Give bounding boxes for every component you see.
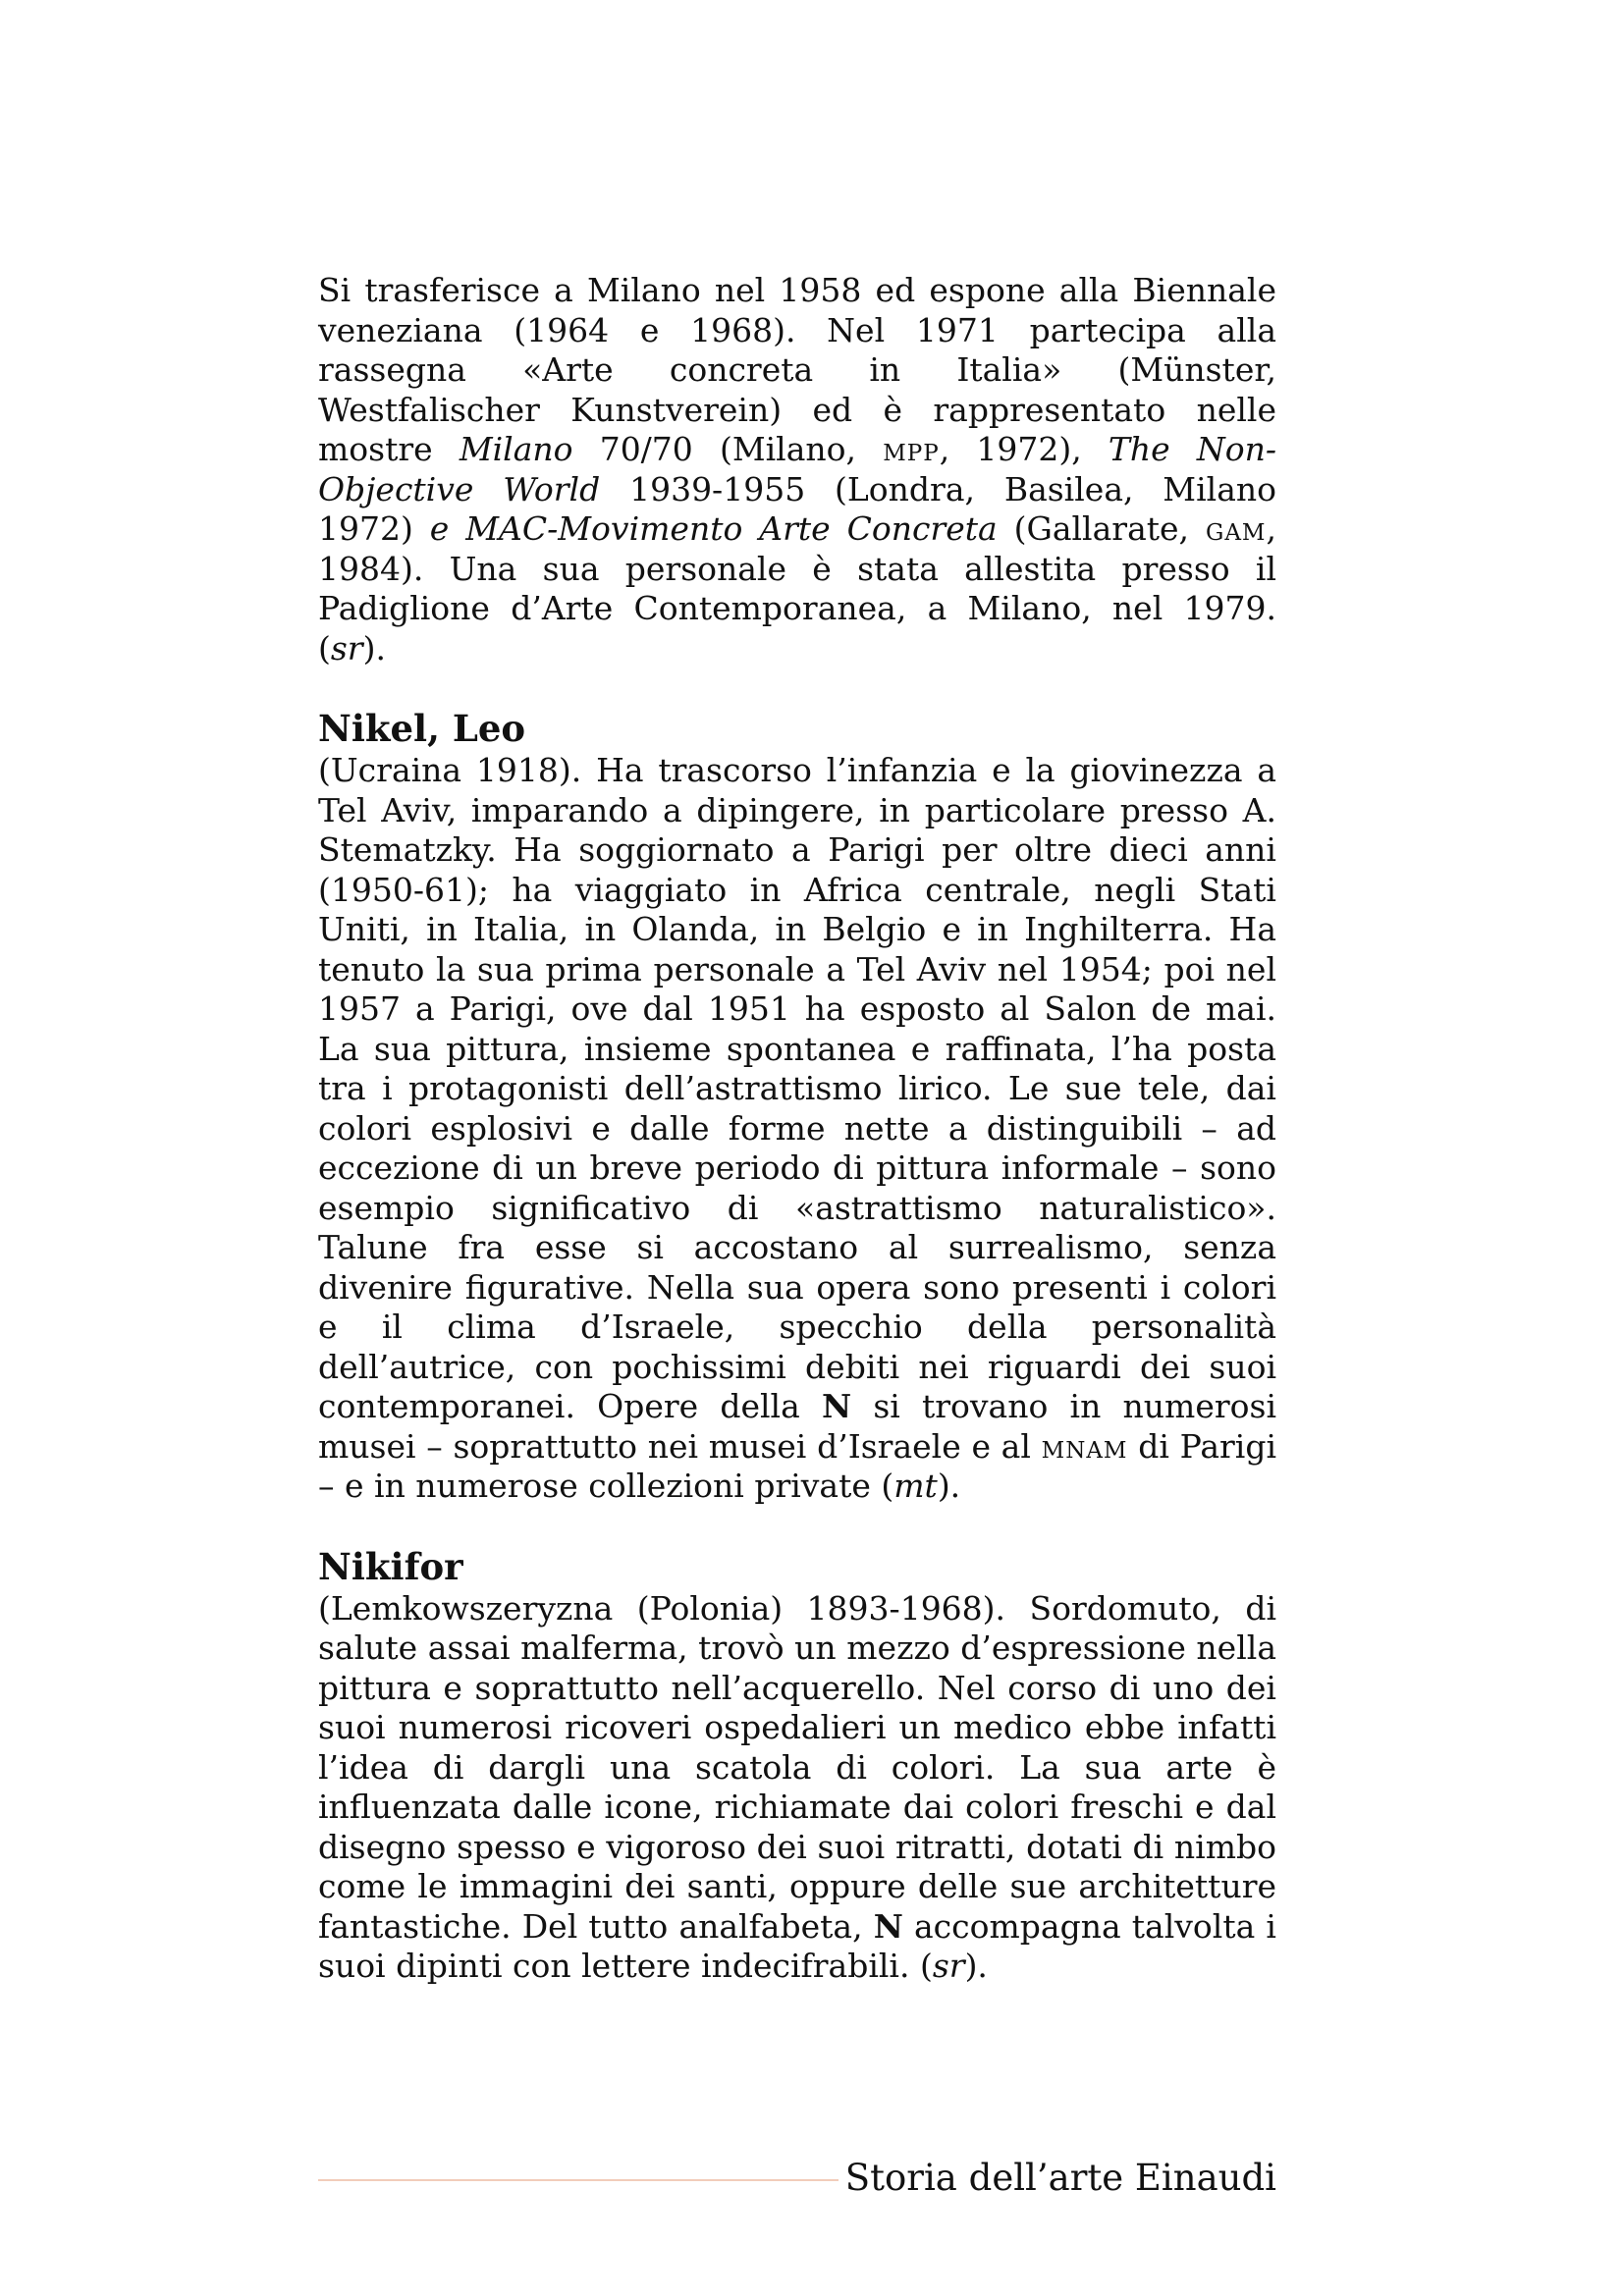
entry-text: ). <box>937 1467 961 1505</box>
intro-text: , 1972), <box>939 430 1109 468</box>
entry-nikifor <box>318 1544 1276 1987</box>
entry-text: ). <box>964 1947 988 1985</box>
intro-smallcaps: mpp <box>883 430 940 468</box>
author-initials: sr <box>932 1947 965 1985</box>
author-initials: mt <box>893 1467 938 1505</box>
intro-italic-title: e MAC-Movimento Arte Concreta <box>429 509 998 548</box>
entry-title: Nikel, Leo <box>318 707 526 750</box>
entry-text: (Lemkowszeryzna (Polonia) 1893-1968). Sordomuto, di salute assai malferma, trovò un mezzo d’espressione nella pittura e soprattutto nell’acquerello. Nel corso di uno dei suoi numerosi ricoveri ospedalieri un medico ebbe infatti l’idea di dargli una scatola di colori. La sua arte è influenzata dalle icone, richiamate dai colori freschi e dal disegno spesso e vigoroso dei suoi ritratti, dotati di nimbo come le immagini dei santi, oppure delle sue architetture fantastiche. Del tutto analfabeta, <box>318 1588 1276 1946</box>
entry-body <box>318 751 1276 1507</box>
entry-body <box>318 1589 1276 1987</box>
entry-smallcaps: mnam <box>1041 1426 1128 1466</box>
author-initials: sr <box>330 628 363 667</box>
intro-text: (Gallarate, <box>997 509 1206 548</box>
intro-text: , 1984). Una sua personale è stata allestita presso il Padiglione d’Arte Contemporanea, a Milano, nel 1979. ( <box>318 509 1276 667</box>
intro-paragraph <box>318 271 1276 668</box>
intro-text: 1939-1955 (Londra, Basilea, Milano 1972) <box>318 469 1277 548</box>
entry-nikel <box>318 706 1276 1507</box>
entry-text: si trovano in numerosi musei – soprattutto nei musei d’Israele e al <box>318 1387 1276 1466</box>
entry-bold-initial: N <box>821 1387 852 1425</box>
intro-italic-title: The Non-Objective World <box>318 430 1276 508</box>
intro-italic-title: Milano <box>459 430 573 468</box>
entry-text: (Ucraina 1918). Ha trascorso l’infanzia e la giovinezza a Tel Aviv, imparando a dipingere, in particolare presso A. Stematzky. Ha soggiornato a Parigi per oltre dieci anni (1950-61); ha viaggiato in Africa centrale, negli Stati Uniti, in Italia, in Olanda, in Belgio e in Inghilterra. Ha tenuto la sua prima personale a Tel Aviv nel 1954; poi nel 1957 a Parigi, ove dal 1951 ha esposto al Salon de mai. La sua pittura, insieme spontanea e raffinata, l’ha posta tra i protagonisti dell’astrattismo lirico. Le sue tele, dai colori esplosivi e dalle forme nette a distinguibili – ad eccezione di un breve periodo di pittura informale – sono esempio significativo di «astrattismo naturalistico». Talune fra esse si accostano al surrealismo, senza divenire figurative. Nella sua opera sono presenti i colori e il clima d’Israele, specchio della personalità dell’autrice, con pochissimi debiti nei riguardi dei suoi contemporanei. Opere della <box>318 751 1276 1425</box>
footer-title: Storia dell’arte Einaudi <box>844 2157 1276 2199</box>
page-content <box>318 271 1276 1987</box>
intro-smallcaps: gam <box>1205 509 1267 548</box>
entry-title: Nikifor <box>318 1544 463 1588</box>
intro-text: ). <box>362 628 386 667</box>
entry-bold-initial: N <box>873 1906 903 1946</box>
page-footer <box>318 2156 1276 2203</box>
intro-text: Si trasferisce a Milano nel 1958 ed espone alla Biennale veneziana (1964 e 1968). Nel 1971 partecipa alla rassegna «Arte concreta in Italia» (Münster, Westfalischer Kunstverein) ed è rappresentato nelle mostre <box>318 271 1276 468</box>
entry-text: accompagna talvolta i suoi dipinti con lettere indecifrabili. ( <box>318 1906 1276 1985</box>
footer-rule <box>318 2179 839 2181</box>
intro-text: 70/70 (Milano, <box>572 430 884 468</box>
entry-text: di Parigi – e in numerose collezioni private ( <box>318 1426 1276 1505</box>
